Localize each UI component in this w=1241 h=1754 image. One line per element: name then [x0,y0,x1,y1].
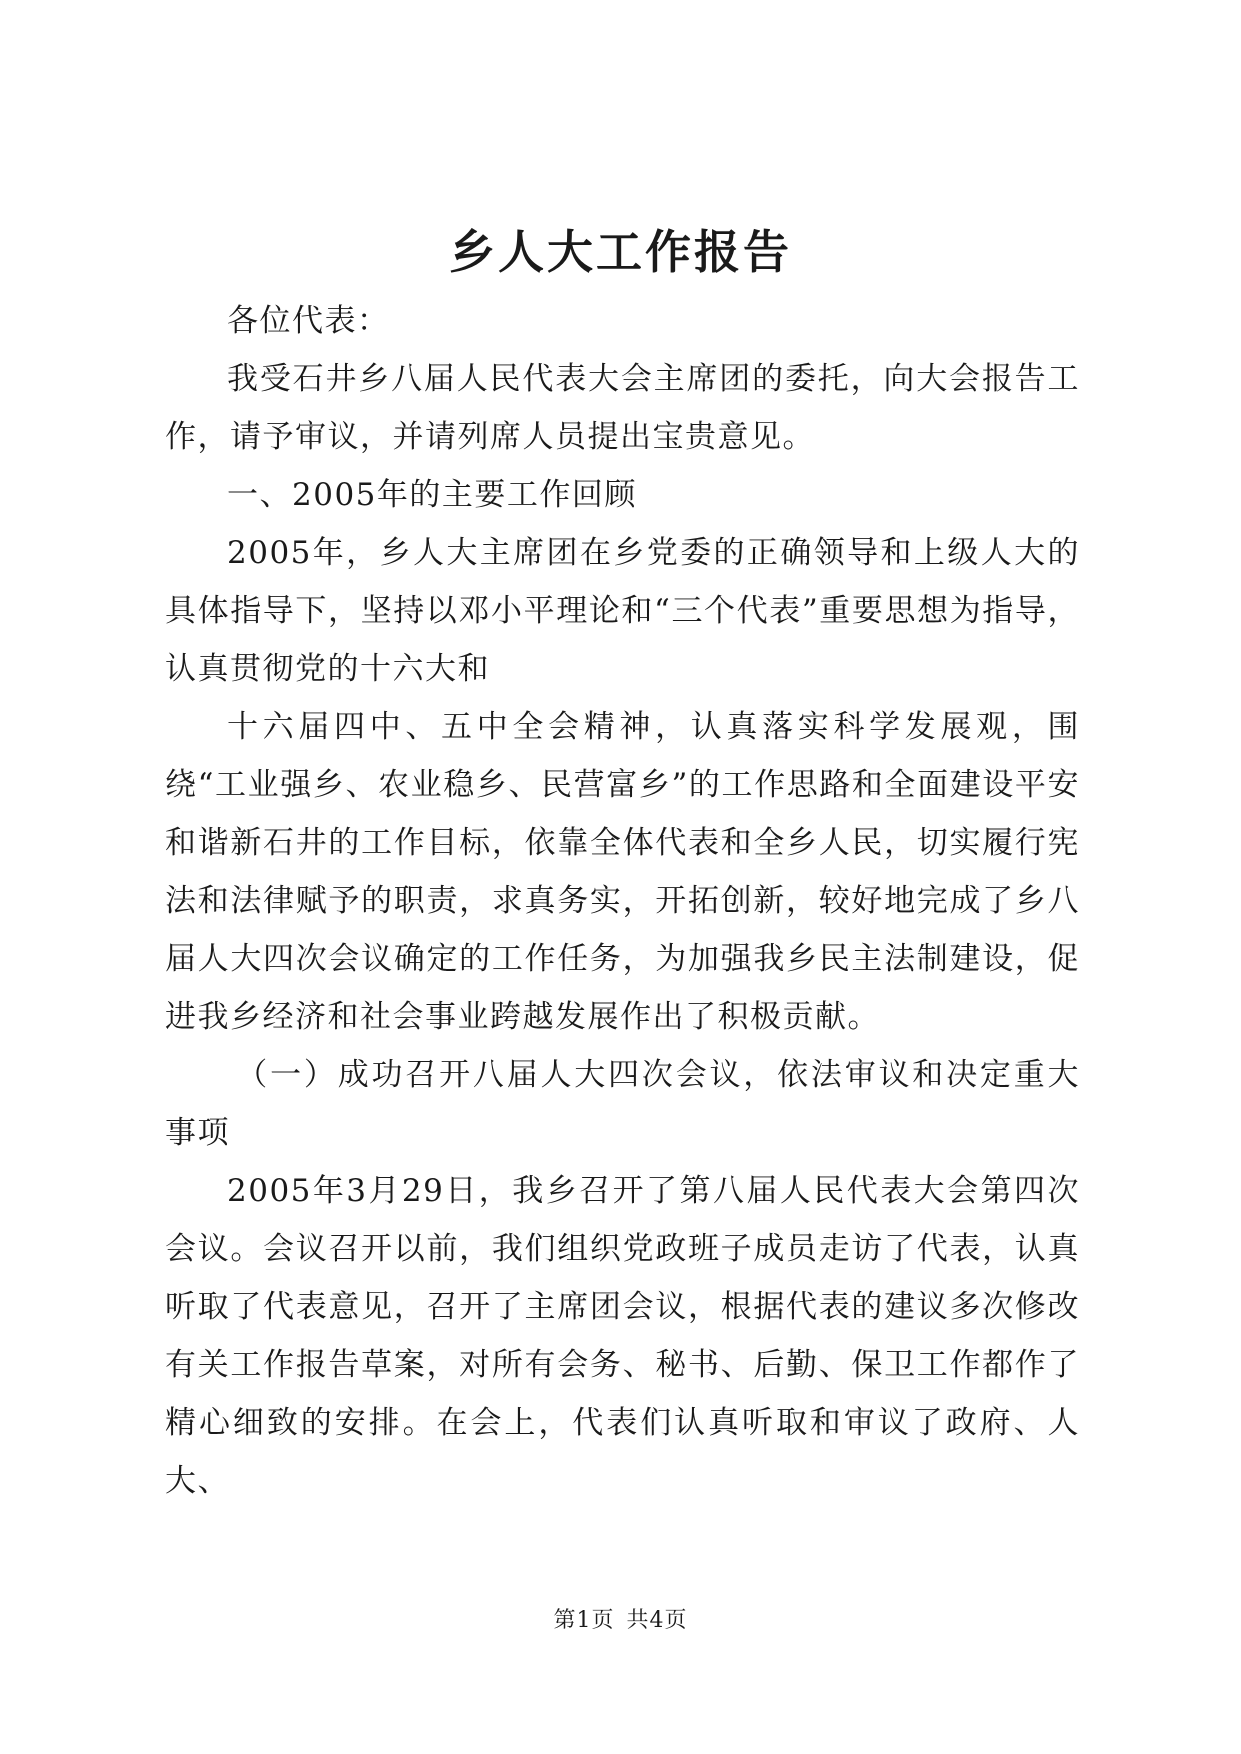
paragraph-2005-overview: 2005年，乡人大主席团在乡党委的正确领导和上级人大的具体指导下，坚持以邓小平理论和“三个代表”重要思想为指导，认真贯彻党的十六大和 [165,535,1080,687]
document-title: 乡人大工作报告 [449,225,792,279]
paragraph-meeting: 2005年3月29日，我乡召开了第八届人民代表大会第四次会议。会议召开以前，我们组织党政班子成员走访了代表，认真听取了代表意见，召开了主席团会议，根据代表的建议多次修改有关工作报告草案，对所有会务、秘书、后勤、保卫工作都作了精心细致的安排。在会上，代表们认真听取和审议了政府、人大、 [165,1173,1080,1499]
section-heading-1: 一、2005年的主要工作回顾 [227,477,637,513]
paragraph-plenum: 十六届四中、五中全会精神，认真落实科学发展观，围绕“工业强乡、农业稳乡、民营富乡”的工作思路和全面建设平安和谐新石井的工作目标，依靠全体代表和全乡人民，切实履行宪法和法律赋予的职责，求真务实，开拓创新，较好地完成了乡八届人大四次会议确定的工作任务，为加强我乡民主法制建设，促进我乡经济和社会事业跨越发展作出了积极贡献。 [165,709,1080,1035]
subsection-heading-1: （一）成功召开八届人大四次会议，依法审议和决定重大事项 [165,1057,1080,1151]
page-number: 第1页 [553,1608,615,1633]
page-total: 共4页 [626,1608,688,1633]
paragraph-intro: 我受石井乡八届人民代表大会主席团的委托，向大会报告工作，请予审议，并请列席人员提出宝贵意见。 [165,361,1080,455]
document-body [165,292,1080,1510]
page-footer [0,1606,1241,1636]
salutation: 各位代表： [227,303,390,339]
